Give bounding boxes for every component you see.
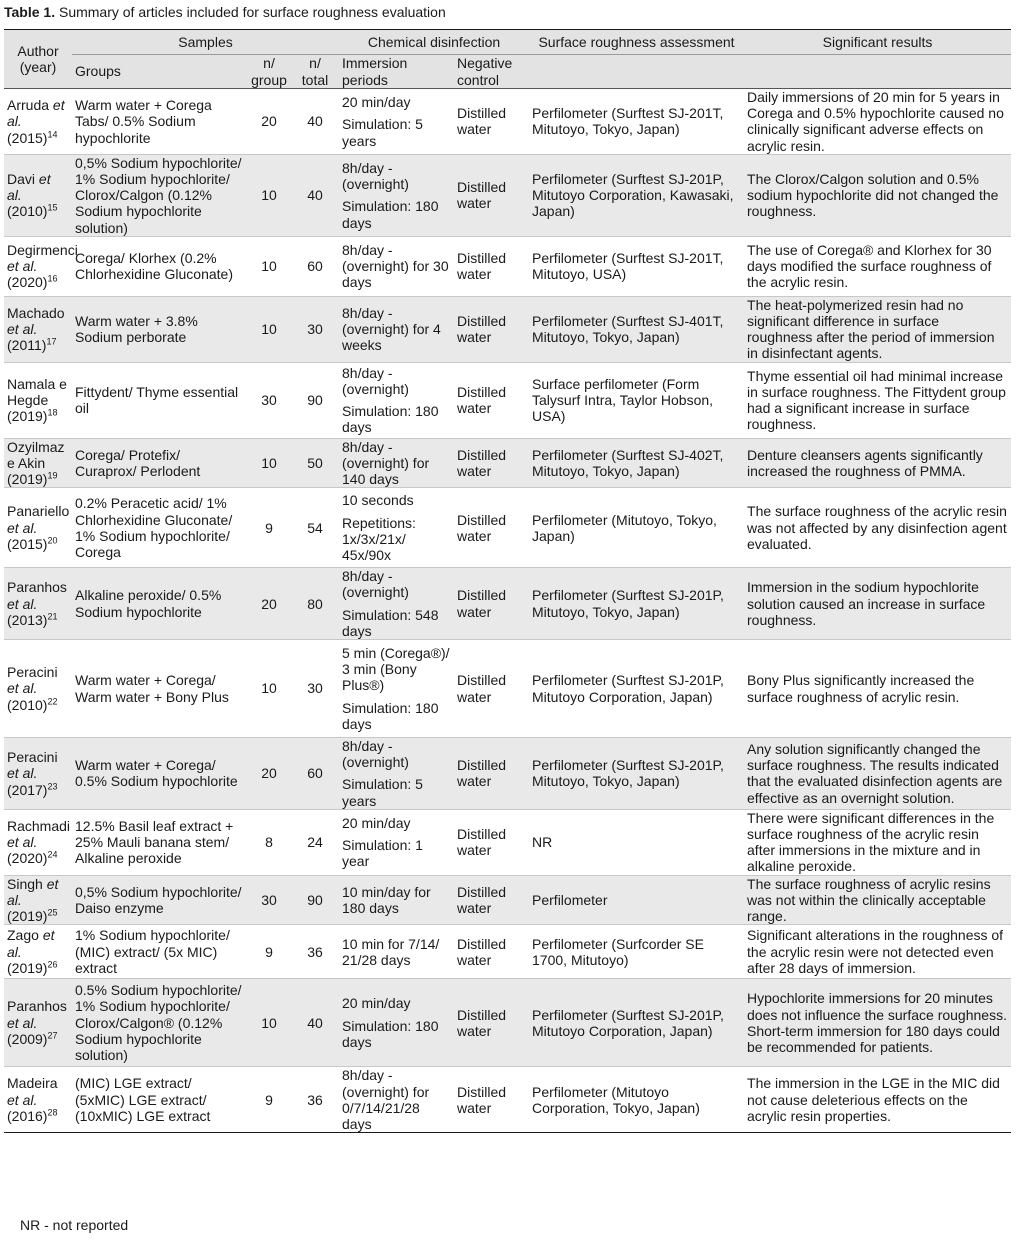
immersion-period: 8h/day - (overnight) for 4 weeks [342, 304, 441, 354]
cell-groups: Corega/ Protefix/ Curaprox/ Perlodent [75, 446, 201, 479]
author-etal: et al. [7, 258, 38, 275]
cell-immersion-periods [339, 438, 454, 488]
author-etal: et al. [7, 927, 55, 960]
author-year: (2019) [7, 408, 48, 425]
immersion-stack [342, 884, 451, 916]
cell-n-total: 36 [307, 1091, 323, 1108]
cell-n-total: 36 [307, 943, 323, 960]
author-year: (2019) [7, 471, 48, 488]
author-year: (2009) [7, 1030, 48, 1047]
cell-groups: Warm water + 3.8% Sodium perborate [75, 313, 198, 346]
cell-roughness-assessment: Perfilometer (Surfcorder SE 1700, Mitutoyo) [532, 935, 704, 968]
cell-n-group: 8 [265, 834, 273, 851]
cell-immersion-periods [339, 236, 454, 296]
author-year: (2020) [7, 850, 48, 867]
cell-author [4, 1067, 72, 1133]
cell-n-total: 50 [307, 454, 323, 471]
cell-negative-control: Distilled water [457, 1083, 507, 1116]
author-year: (2015) [7, 535, 48, 552]
cell-groups: Warm water + Corega/ 0.5% Sodium hypochlorite [75, 757, 238, 790]
immersion-simulation: Simulation: 5 years [342, 776, 423, 809]
cell-significant-results: The immersion in the LGE in the MIC did not cause deleterious effects on the acrylic resin properties. [747, 1075, 1000, 1124]
reference-number: 14 [47, 128, 58, 139]
author-etal: et al. [7, 1014, 38, 1031]
cell-n-total: 54 [307, 519, 323, 536]
cell-significant-results: The surface roughness of the acrylic resin was not affected by any disinfection agent evaluated. [747, 503, 1007, 552]
footnote: NR - not reported [20, 1217, 129, 1233]
cell-author [4, 809, 72, 875]
author-name: Arruda [7, 97, 50, 114]
immersion-stack [342, 738, 451, 809]
table-row [4, 1067, 1011, 1133]
cell-groups: 0,5% Sodium hypochlorite/ Daiso enzyme [75, 883, 242, 916]
cell-groups: 1% Sodium hypochlorite/ (MIC) extract/ (5x MIC) extract [75, 927, 230, 976]
cell-significant-results: Thyme essential oil had minimal increase in surface roughness. The Fittydent group had a significant increase in surface roughness. [747, 367, 1006, 433]
header-significant-results: Significant results [744, 30, 1011, 55]
cell-author [4, 925, 72, 979]
cell-author [4, 979, 72, 1067]
author-etal: et al. [7, 875, 59, 908]
cell-roughness-assessment: Perfilometer (Surftest SJ-201P, Mitutoyo Corporation, Kawasaki, Japan) [532, 171, 734, 220]
cell-n-total: 40 [307, 187, 323, 204]
table-row [4, 875, 1011, 925]
cell-significant-results: Any solution significantly changed the surface roughness. The results indicated that the evaluated disinfection agents are effective as an overnight solution. [747, 741, 1003, 806]
author-name: Machado [7, 304, 65, 321]
reference-number: 16 [47, 273, 58, 284]
header-negative-control: Negative control [457, 55, 513, 88]
cell-immersion-periods [339, 362, 454, 438]
cell-immersion-periods [339, 296, 454, 362]
header-row-1 [4, 30, 1011, 55]
cell-negative-control: Distilled water [457, 757, 507, 790]
reference-number: 20 [47, 535, 58, 546]
cell-roughness-assessment: NR [532, 834, 553, 851]
immersion-simulation: Simulation: 1 year [342, 837, 423, 870]
cell-significant-results: Denture cleansers agents significantly increased the roughness of PMMA. [747, 446, 983, 479]
author-etal: et al. [7, 97, 65, 130]
immersion-period: 5 min (Corega®)/ 3 min (Bony Plus®) [342, 645, 450, 694]
header-chemical-disinfection: Chemical disinfection [339, 30, 529, 55]
cell-author [4, 488, 72, 568]
table-row [4, 979, 1011, 1067]
header-row-2 [4, 55, 1011, 89]
immersion-simulation: Simulation: 180 days [342, 198, 439, 231]
table-row [4, 154, 1011, 236]
table-caption-text: Summary of articles included for surface roughness evaluation [58, 4, 446, 20]
immersion-stack [342, 439, 451, 488]
cell-roughness-assessment: Perfilometer (Surftest SJ-201P, Mitutoyo Corporation, Japan) [532, 1006, 724, 1039]
author-year: (2011) [7, 337, 47, 354]
cell-significant-results: The Clorox/Calgon solution and 0.5% sodium hypochlorite did not changed the roughness. [747, 171, 999, 220]
cell-significant-results: There were significant differences in the surface roughness of the acrylic resin after immersions in the mixture and in alkaline peroxide. [747, 809, 995, 875]
immersion-period: 20 min/day [342, 995, 411, 1012]
table-row [4, 738, 1011, 810]
immersion-period: 8h/day - (overnight) for 140 days [342, 438, 430, 488]
reference-number: 21 [47, 611, 58, 622]
cell-roughness-assessment: Perfilometer (Surftest SJ-401T, Mitutoyo, Tokyo, Japan) [532, 313, 724, 346]
author-name: Ozyilmaz e Akin [7, 438, 65, 471]
immersion-period: 8h/day - (overnight) [342, 364, 409, 397]
cell-immersion-periods [339, 979, 454, 1067]
cell-roughness-assessment: Perfilometer [532, 891, 608, 908]
cell-immersion-periods [339, 1067, 454, 1133]
cell-negative-control: Distilled water [457, 1006, 507, 1039]
immersion-stack [342, 94, 451, 149]
cell-author [4, 568, 72, 640]
cell-n-group: 30 [261, 891, 277, 908]
cell-negative-control: Distilled water [457, 383, 507, 417]
cell-author [4, 236, 78, 296]
author-etal: et al. [7, 321, 38, 338]
cell-author [4, 296, 72, 362]
cell-groups: Alkaline peroxide/ 0.5% Sodium hypochlorite [75, 587, 222, 620]
immersion-simulation: Repetitions: 1x/3x/21x/ 45x/90x [342, 514, 416, 563]
cell-roughness-assessment: Perfilometer (Surftest SJ-201P, Mitutoyo Corporation, Japan) [532, 672, 724, 705]
author-year: (2010) [7, 696, 48, 713]
table-row [4, 296, 1011, 362]
immersion-stack [342, 160, 451, 231]
cell-roughness-assessment: Perfilometer (Mitutoyo Corporation, Tokyo, Japan) [532, 1083, 700, 1116]
cell-groups: Warm water + Corega/ Warm water + Bony Plus [75, 672, 229, 705]
table-row [4, 438, 1011, 488]
cell-immersion-periods [339, 89, 454, 155]
cell-author [4, 875, 72, 925]
summary-table [4, 29, 1011, 1133]
cell-n-group: 9 [265, 943, 273, 960]
cell-n-total: 80 [307, 595, 323, 612]
cell-groups: Fittydent/ Thyme essential oil [75, 383, 239, 417]
cell-immersion-periods [339, 875, 454, 925]
immersion-stack [342, 936, 451, 968]
cell-immersion-periods [339, 488, 454, 568]
author-year: (2015) [7, 129, 48, 146]
author-name: Paranhos [7, 579, 67, 596]
header-author: Author (year) [17, 42, 59, 75]
cell-roughness-assessment: Perfilometer (Surftest SJ-201P, Mitutoyo, Tokyo, Japan) [532, 757, 724, 790]
immersion-period: 8h/day - (overnight) [342, 159, 409, 193]
cell-negative-control: Distilled water [457, 935, 507, 968]
cell-n-group: 10 [261, 321, 277, 338]
cell-author [4, 640, 72, 738]
cell-negative-control: Distilled water [457, 250, 507, 283]
immersion-period: 8h/day - (overnight) for 0/7/14/21/28 days [342, 1067, 430, 1132]
immersion-stack [342, 645, 451, 732]
cell-n-group: 10 [261, 187, 277, 204]
cell-n-group: 20 [261, 595, 277, 612]
cell-negative-control: Distilled water [457, 511, 507, 544]
author-year: (2019) [7, 908, 48, 925]
author-etal: et al. [7, 680, 38, 697]
table-row [4, 809, 1011, 875]
cell-significant-results: Hypochlorite immersions for 20 minutes does not influence the surface roughness. Short-term immersion for 180 days could be recommended for patients. [747, 990, 1007, 1055]
table-row [4, 640, 1011, 738]
author-year: (2010) [7, 203, 48, 220]
cell-author [4, 154, 72, 236]
table-row [4, 488, 1011, 568]
author-name: Davi [7, 171, 36, 188]
immersion-simulation: Simulation: 180 days [342, 699, 439, 732]
cell-negative-control: Distilled water [457, 105, 507, 138]
author-name: Peracini [7, 664, 58, 681]
cell-n-group: 30 [261, 392, 277, 409]
author-etal: et al. [7, 595, 38, 612]
author-name: Degirmenci [7, 242, 78, 259]
cell-n-group: 20 [261, 765, 277, 782]
author-year: (2020) [7, 274, 48, 291]
immersion-stack [342, 242, 451, 291]
author-name: Peracini [7, 749, 58, 766]
immersion-simulation: Simulation: 548 days [342, 606, 439, 639]
reference-number: 24 [47, 849, 58, 860]
cell-negative-control: Distilled water [457, 883, 507, 916]
header-immersion-periods: Immersion periods [342, 55, 408, 88]
header-n-total: n/ total [301, 55, 329, 88]
cell-n-group: 20 [261, 113, 277, 130]
immersion-simulation: Simulation: 180 days [342, 403, 439, 436]
cell-n-total: 40 [307, 113, 323, 130]
immersion-period: 20 min/day [342, 814, 411, 831]
table-row [4, 236, 1011, 296]
cell-significant-results: Daily immersions of 20 min for 5 years in Corega and 0.5% hypochlorite caused no clinically significant adverse effects on acrylic resin. [747, 89, 1004, 154]
immersion-stack [342, 492, 451, 563]
immersion-stack [342, 305, 451, 354]
reference-number: 25 [47, 907, 58, 918]
cell-negative-control: Distilled water [457, 587, 507, 620]
cell-groups: (MIC) LGE extract/ (5xMIC) LGE extract/ (10xMIC) LGE extract [75, 1075, 211, 1124]
immersion-period: 8h/day - (overnight) [342, 738, 409, 771]
immersion-stack [342, 365, 451, 436]
table-caption [4, 4, 446, 21]
immersion-simulation: Simulation: 5 years [342, 116, 423, 149]
cell-groups: Corega/ Klorhex (0.2% Chlorhexidine Gluconate) [75, 250, 233, 283]
cell-roughness-assessment: Perfilometer (Surftest SJ-201T, Mitutoyo, USA) [532, 250, 724, 283]
immersion-period: 10 min for 7/14/ 21/28 days [342, 935, 440, 968]
reference-number: 18 [47, 407, 58, 418]
immersion-stack [342, 568, 451, 639]
cell-n-group: 10 [261, 680, 277, 697]
immersion-period: 20 min/day [342, 94, 411, 111]
cell-n-total: 90 [307, 392, 323, 409]
cell-n-total: 90 [307, 891, 323, 908]
cell-immersion-periods [339, 640, 454, 738]
cell-author [4, 89, 72, 155]
reference-number: 28 [47, 1107, 58, 1118]
reference-number: 23 [47, 780, 58, 791]
cell-groups: Warm water + Corega Tabs/ 0.5% Sodium hypochlorite [75, 97, 212, 146]
header-groups: Groups [75, 63, 121, 80]
cell-immersion-periods [339, 809, 454, 875]
cell-groups: 0.2% Peracetic acid/ 1% Chlorhexidine Gluconate/ 1% Sodium hypochlorite/ Corega [75, 495, 233, 560]
author-name: Singh [7, 875, 43, 892]
author-etal: et al. [7, 765, 38, 782]
reference-number: 15 [47, 202, 58, 213]
table-row [4, 89, 1011, 155]
author-name: Paranhos [7, 998, 67, 1015]
cell-n-group: 10 [261, 1014, 277, 1031]
table-caption-label: Table 1. [4, 4, 56, 20]
cell-roughness-assessment: Perfilometer (Surftest SJ-201P, Mitutoyo, Tokyo, Japan) [532, 587, 724, 620]
header-empty-results [744, 55, 1011, 89]
cell-immersion-periods [339, 738, 454, 810]
cell-n-total: 24 [307, 834, 323, 851]
cell-roughness-assessment: Surface perfilometer (Form Talysurf Intra, Taylor Hobson, USA) [532, 375, 714, 425]
cell-n-group: 9 [265, 519, 273, 536]
cell-author [4, 738, 72, 810]
author-year: (2013) [7, 611, 48, 628]
cell-n-total: 30 [307, 680, 323, 697]
immersion-stack [342, 1067, 451, 1132]
cell-negative-control: Distilled water [457, 313, 507, 346]
cell-negative-control: Distilled water [457, 826, 507, 859]
cell-n-group: 10 [261, 454, 277, 471]
author-name: Zago [7, 927, 39, 944]
author-etal: et al. [7, 171, 51, 204]
cell-roughness-assessment: Perfilometer (Surftest SJ-201T, Mitutoyo, Tokyo, Japan) [532, 105, 724, 138]
reference-number: 19 [47, 470, 58, 481]
author-etal: et al. [7, 834, 38, 851]
reference-number: 27 [47, 1030, 58, 1041]
header-empty-assessment [529, 55, 744, 89]
cell-n-group: 10 [261, 258, 277, 275]
table-row [4, 925, 1011, 979]
cell-n-total: 30 [307, 321, 323, 338]
cell-immersion-periods [339, 568, 454, 640]
table-row [4, 568, 1011, 640]
author-name: Namala e Hegde [7, 375, 67, 409]
author-name: Rachmadi [7, 817, 71, 834]
immersion-stack [342, 995, 451, 1050]
reference-number: 17 [46, 336, 57, 347]
cell-groups: 12.5% Basil leaf extract + 25% Mauli banana stem/ Alkaline peroxide [75, 817, 234, 867]
cell-significant-results: Significant alterations in the roughness of the acrylic resin were not detected even after 28 days of immersion. [747, 927, 1004, 976]
immersion-period: 10 min/day for 180 days [342, 883, 431, 916]
cell-groups: 0,5% Sodium hypochlorite/ 1% Sodium hypochlorite/ Clorox/Calgon (0.12% Sodium hypochlorite solution) [75, 154, 242, 236]
cell-roughness-assessment: Perfilometer (Mitutoyo, Tokyo, Japan) [532, 511, 717, 544]
immersion-period: 8h/day - (overnight) for 30 days [342, 242, 449, 291]
cell-negative-control: Distilled water [457, 446, 507, 479]
immersion-period: 8h/day - (overnight) [342, 568, 409, 601]
cell-significant-results: The surface roughness of acrylic resins was not within the clinically acceptable range. [747, 875, 991, 925]
cell-n-total: 60 [307, 258, 323, 275]
reference-number: 26 [47, 959, 58, 970]
cell-negative-control: Distilled water [457, 672, 507, 705]
header-n-group: n/ group [251, 55, 287, 88]
immersion-period: 10 seconds [342, 492, 414, 509]
immersion-simulation: Simulation: 180 days [342, 1017, 439, 1050]
cell-author [4, 362, 72, 438]
cell-author [4, 438, 72, 488]
table-row [4, 362, 1011, 438]
cell-n-total: 60 [307, 765, 323, 782]
author-name: Madeira [7, 1075, 58, 1092]
author-name: Panariello [7, 503, 70, 520]
immersion-stack [342, 815, 451, 870]
header-samples: Samples [72, 30, 339, 55]
author-etal: et al. [7, 519, 38, 536]
cell-roughness-assessment: Perfilometer (Surftest SJ-402T, Mitutoyo, Tokyo, Japan) [532, 446, 724, 479]
header-surface-roughness: Surface roughness assessment [529, 30, 744, 55]
cell-n-group: 9 [265, 1091, 273, 1108]
cell-n-total: 40 [307, 1014, 323, 1031]
cell-immersion-periods [339, 154, 454, 236]
cell-significant-results: The heat-polymerized resin had no significant difference in surface roughness after the period of immersion in disinfectant agents. [747, 296, 995, 362]
table-body [4, 89, 1011, 1133]
author-year: (2016) [7, 1107, 48, 1124]
cell-significant-results: Bony Plus significantly increased the surface roughness of acrylic resin. [747, 672, 975, 705]
cell-immersion-periods [339, 925, 454, 979]
cell-significant-results: The use of Corega® and Klorhex for 30 days modified the surface roughness of the acrylic resin. [747, 242, 992, 291]
cell-groups: 0.5% Sodium hypochlorite/ 1% Sodium hypochlorite/ Clorox/Calgon® (0.12% Sodium hypochlorite solution) [75, 982, 242, 1064]
cell-significant-results: Immersion in the sodium hypochlorite solution caused an increase in surface roughness. [747, 579, 986, 628]
author-etal: et al. [7, 1091, 38, 1108]
author-year: (2019) [7, 959, 48, 976]
reference-number: 22 [47, 696, 58, 706]
cell-negative-control: Distilled water [457, 179, 507, 212]
author-year: (2017) [7, 781, 48, 798]
